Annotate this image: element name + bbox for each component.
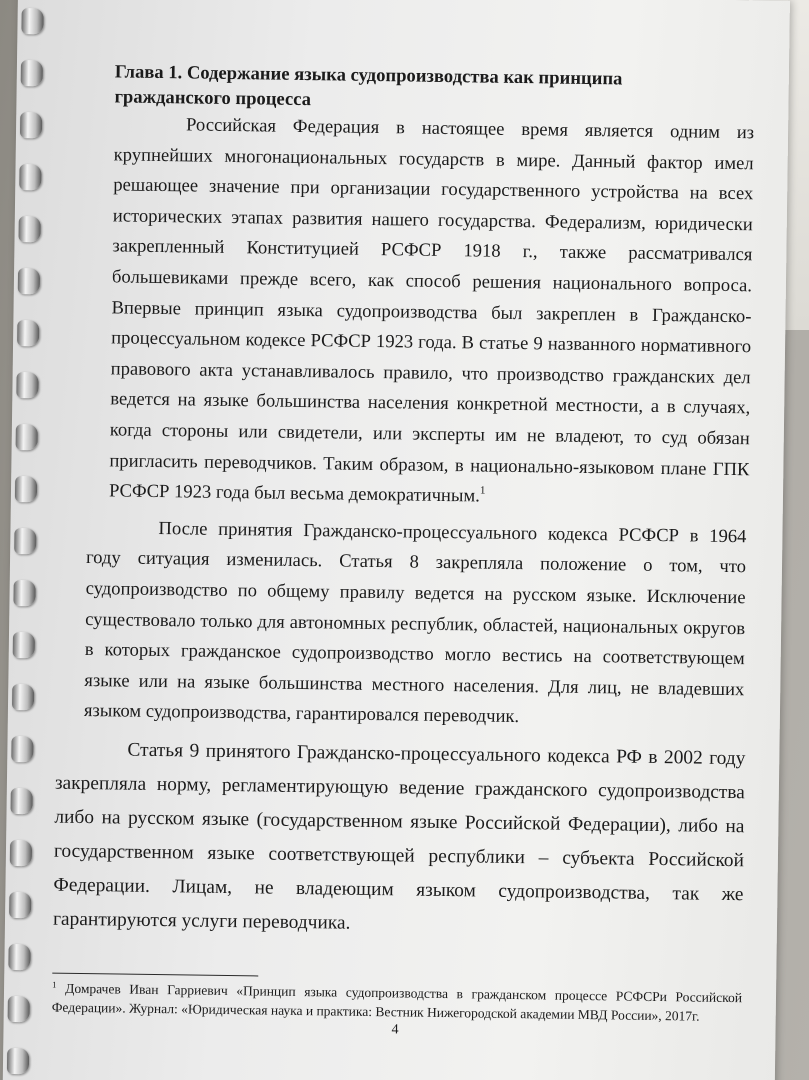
footnote-reference: 1 [479, 484, 486, 497]
binding-coil [13, 632, 35, 658]
binding-coil [10, 840, 32, 866]
paragraph-3: Статья 9 принятого Гражданско-процессуального кодекса РФ в 2002 году закрепляла норму, регламентирующую ведение гражданского судопроизводства либо на русском языке (государственном языке Российской Федерации), либо на государственном языке соответствующей республики – субъекта Российской Федерации. Лицам, не владеющим языком судопроизводства, так же гарантируются услуги переводчика. [52, 739, 746, 934]
binding-coil [15, 476, 37, 502]
binding-coil [8, 944, 30, 970]
binding-coil [20, 112, 42, 138]
binding-coil [18, 216, 40, 242]
binding-coil [14, 528, 36, 554]
spiral-binding [3, 0, 58, 1070]
chapter-heading [114, 59, 751, 118]
document-page [3, 0, 790, 1080]
chapter-heading-line2: гражданского процесса [114, 86, 312, 111]
chapter-heading-line1: Глава 1. Содержание языка судопроизводства как принципа [114, 61, 623, 90]
binding-coil [8, 996, 30, 1022]
binding-coil [21, 8, 43, 34]
page-number: 4 [391, 1022, 399, 1038]
binding-coil [13, 580, 35, 606]
paragraph-2: После принятия Гражданско-процессуального кодекса РСФСР в 1964 году ситуация изменилась. Статья 8 закрепляла положение о том, что судопроизводство по общему правилу ведется на русском языке. Исключение существовало только для автономных республик, областей, национальных округов в которых гражданское судопроизводство могло вестись на соответствующем языке или на языке большинства местного населения. Для лиц, не владевших языком судопроизводства, гарантировался переводчик. [83, 517, 747, 728]
footnote [52, 979, 742, 1027]
binding-coil [12, 684, 34, 710]
page-content [52, 51, 755, 946]
binding-coil [18, 268, 40, 294]
binding-coil [19, 164, 41, 190]
paragraph-1-text: Российская Федерация в настоящее время является одним из крупнейших многонациональных государств в мире. Данный фактор имел решающее значение при организации государственного устройства на всех исторических этапах развития нашего государства. Федерализм, юридически закрепленный Конституцией РСФСР 1918 г., также рассматривался большевиками прежде всего, как способ решения национального вопроса. Впервые принцип языка судопроизводства был закреплен в Гражданско-процессуальном кодексе РСФСР 1923 года. В статье 9 названного нормативного правового акта устанавливалось правило, что производство гражданских дел ведется на языке большинства населения конкретной местности, а в случаях, когда стороны или свидетели, или эксперты им не владеют, то суд обязан пригласить переводчиков. Таким образом, в национально-языковом плане ГПК РСФСР 1923 года был весьма демократичным. [108, 114, 755, 507]
binding-coil [9, 892, 31, 918]
binding-coil [21, 60, 43, 86]
footnote-mark: 1 [52, 979, 57, 990]
binding-coil [16, 372, 38, 398]
binding-coil [10, 788, 32, 814]
paragraph-1 [109, 109, 754, 516]
binding-coil [11, 736, 33, 762]
footnote-text: Домрачев Иван Гарриевич «Принцип языка судопроизводства в гражданском процессе РСФСРи Российской Федерации». Журнал: «Юридическая наука и практика: Вестник Нижегородской академии МВД России», 2017г. [51, 980, 743, 1024]
binding-coil [7, 1048, 29, 1074]
binding-coil [17, 320, 39, 346]
footnote-divider [52, 973, 258, 977]
binding-coil [16, 424, 38, 450]
